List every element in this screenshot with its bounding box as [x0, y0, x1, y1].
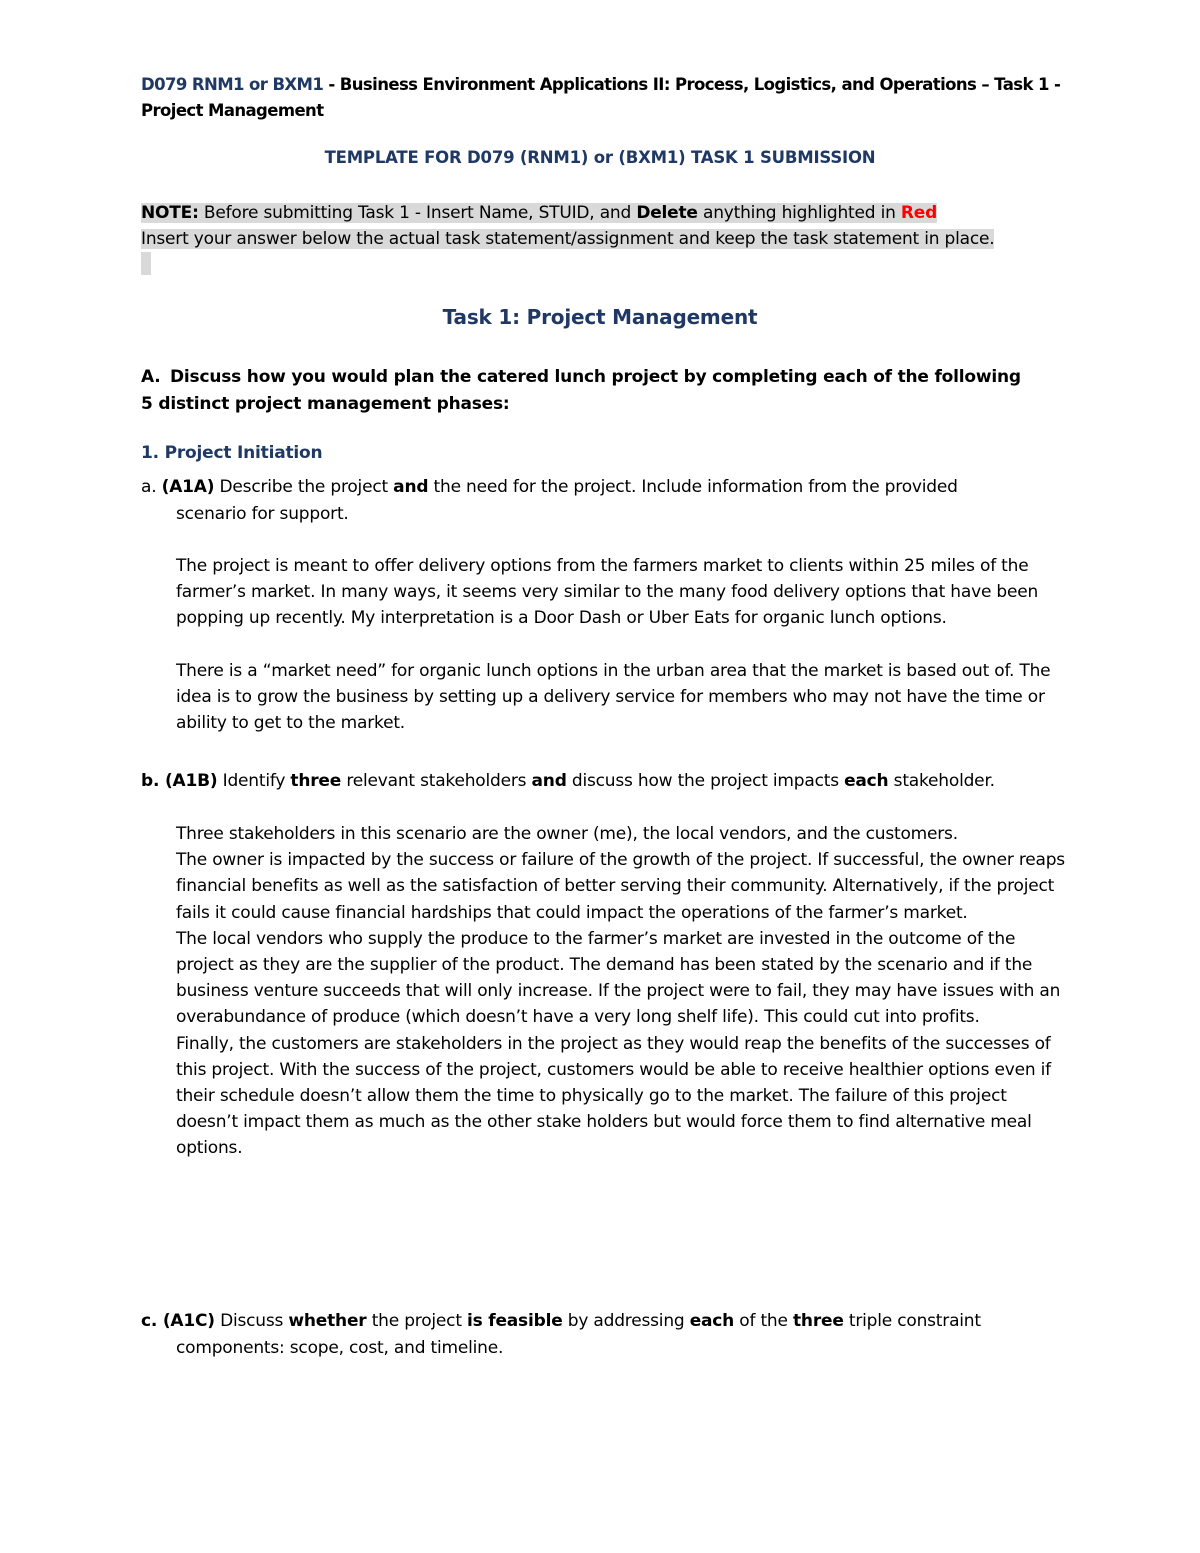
note-line-2: Insert your answer below the actual task statement/assignment and keep the task statement in place.: [141, 229, 995, 249]
answer-a1a: [176, 553, 1066, 736]
note-delete-word: Delete: [636, 203, 698, 223]
question-a1c-feasible: is feasible: [467, 1311, 563, 1331]
question-a1c-whether: whether: [288, 1311, 367, 1331]
question-a1a-prefix: a.: [141, 477, 162, 497]
question-a1c-text-5: triple constraint: [843, 1311, 981, 1331]
answer-a1b-paragraph: The local vendors who supply the produce to the farmer’s market are invested in the outcome of the project as they are the supplier of the product. The demand has been stated by the scenario and if the business venture succeeds that will only increase. If the project were to fail, they may have issues with an overabundance of produce (which doesn’t have a very long shelf life). This could cut into profits.: [176, 928, 1061, 1028]
question-a1b-text-2: relevant stakeholders: [341, 771, 532, 791]
question-a1c-text-3: by addressing: [562, 1311, 690, 1331]
answer-a1b-paragraph: The owner is impacted by the success or failure of the growth of the project. If successful, the owner reaps financial benefits as well as the satisfaction of better serving their community. Alternatively, if the project fails it could cause financial hardships that could impact the operations of the farmer’s market.: [176, 850, 1065, 923]
document-header: [141, 72, 1061, 124]
question-a1a-text-2: the need for the project. Include information from the provided: [428, 477, 958, 497]
question-a1b-text-3: discuss how the project impacts: [566, 771, 845, 791]
note-text-1: Before submitting Task 1 - Insert Name, STUID, and: [198, 203, 637, 223]
question-a1b-code: (A1B): [164, 771, 218, 791]
note-block: [141, 200, 1047, 252]
answer-a1b-paragraph: Finally, the customers are stakeholders in the project as they would reap the benefits of the successes of this project. With the success of the project, customers would be able to receive healthier options even if their schedule doesn’t allow them the time to physically go to the market. The failure of this project doesn’t impact them as much as the other stake holders but would force them to find alternative meal options.: [176, 1033, 1051, 1159]
question-a1b-text-1: Identify: [217, 771, 291, 791]
task-title: Task 1: Project Management: [442, 305, 758, 329]
question-a1b-text-4: stakeholder.: [888, 771, 995, 791]
section-a-text: Discuss how you would plan the catered lunch project by completing each of the following 5 distinct project management phases:: [141, 367, 1021, 414]
question-a1c-three: three: [792, 1311, 844, 1331]
course-code: D079 RNM1 or BXM1: [141, 75, 324, 94]
question-a1c-text-2: the project: [366, 1311, 467, 1331]
question-a1a-code: (A1A): [161, 477, 215, 497]
question-a1c-text-1: Discuss: [214, 1311, 289, 1331]
note-label: NOTE:: [141, 203, 199, 223]
answer-a1a-paragraph: There is a “market need” for organic lunch options in the urban area that the market is based out of. The idea is to grow the business by setting up a delivery service for members who may not have the time or ability to get to the market.: [176, 660, 1051, 734]
section-a: [141, 364, 1021, 418]
question-a1c-code: (A1C): [162, 1311, 215, 1331]
note-line-1: [141, 203, 937, 223]
question-a1b-and: and: [531, 771, 567, 791]
question-a1a-text-1: Describe the project: [214, 477, 394, 497]
answer-a1b-paragraph: Three stakeholders in this scenario are the owner (me), the local vendors, and the customers.: [176, 824, 958, 844]
question-a1a-text-3: scenario for support.: [176, 504, 349, 524]
highlight-marker: [141, 252, 151, 275]
question-a1b: [141, 768, 1041, 795]
note-text-2: anything highlighted in: [697, 203, 901, 223]
question-a1c: [141, 1308, 1041, 1362]
course-title: - Business Environment Applications II: Process, Logistics, and Operations – Task 1 - Project Management: [141, 75, 1061, 120]
section-a-label: A.: [141, 367, 161, 387]
template-title: TEMPLATE FOR D079 (RNM1) or (BXM1) TASK 1 SUBMISSION: [324, 148, 876, 167]
phase-heading-initiation: 1. Project Initiation: [141, 443, 323, 463]
question-a1a-and: and: [393, 477, 429, 497]
note-red-word: Red: [900, 203, 938, 223]
question-a1b-each: each: [844, 771, 889, 791]
question-a1c-text-6: components: scope, cost, and timeline.: [176, 1338, 504, 1358]
answer-a1a-paragraph: The project is meant to offer delivery options from the farmers market to clients within 25 miles of the farmer’s market. In many ways, it seems very similar to the many food delivery options that have been popping up recently. My interpretation is a Door Dash or Uber Eats for organic lunch options.: [176, 556, 1039, 629]
question-a1c-each: each: [689, 1311, 735, 1331]
question-a1c-prefix: c.: [141, 1311, 163, 1331]
question-a1a: [141, 474, 1041, 528]
question-a1c-text-4: of the: [734, 1311, 793, 1331]
answer-a1b: [176, 821, 1066, 1162]
question-a1b-three: three: [290, 771, 342, 791]
question-a1b-prefix: b.: [141, 771, 165, 791]
